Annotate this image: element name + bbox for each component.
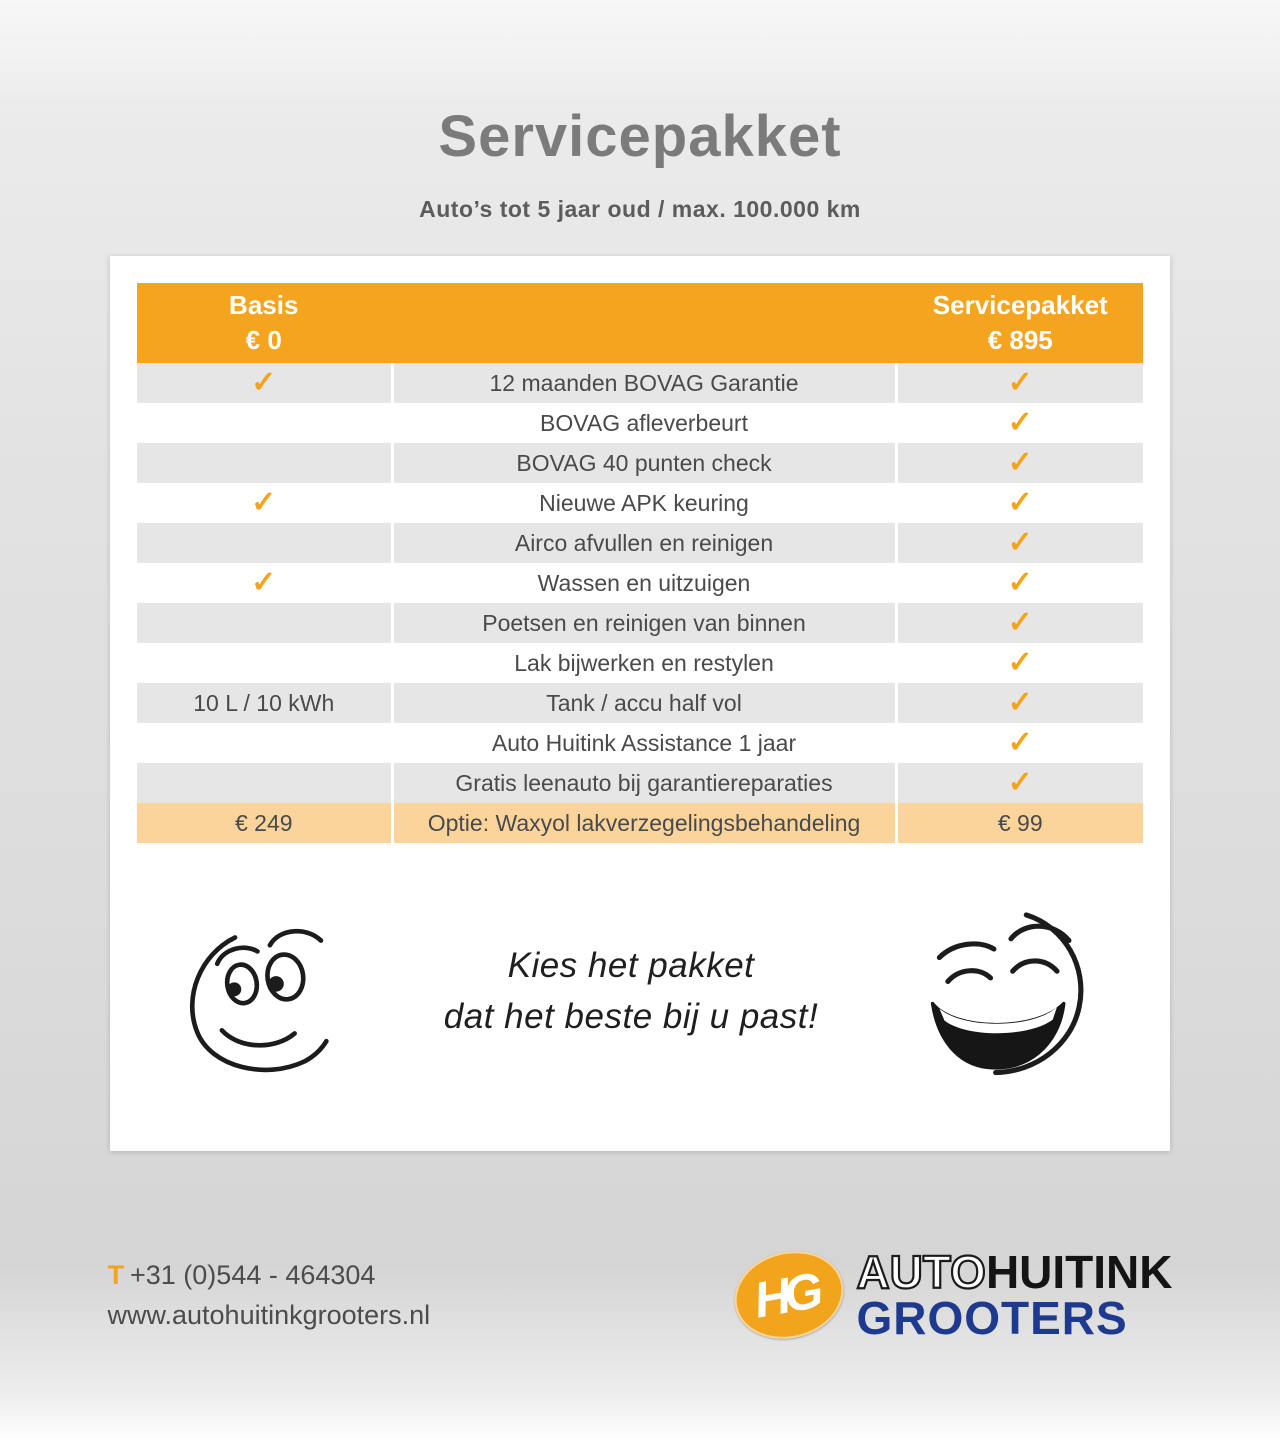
basis-cell — [137, 403, 391, 443]
feature-label: Airco afvullen en reinigen — [391, 523, 898, 563]
service-cell: ✓ — [1007, 566, 1033, 599]
logo-monogram: HG — [749, 1262, 822, 1329]
feature-label: Wassen en uitzuigen — [391, 563, 898, 603]
service-cell: ✓ — [1007, 606, 1033, 639]
tagline-line1: Kies het pakket — [507, 946, 755, 986]
logo-wordmark — [856, 1246, 1173, 1344]
tagline-line2: dat het beste bij u past! — [443, 997, 819, 1036]
table-row — [137, 683, 1143, 723]
table-row — [137, 443, 1143, 483]
basis-cell — [137, 603, 391, 643]
service-cell: € 99 — [997, 809, 1043, 836]
servicepakket-header — [898, 283, 1143, 363]
phone-line — [108, 1255, 431, 1296]
service-cell: ✓ — [1007, 726, 1033, 759]
tagline-text — [355, 941, 907, 1043]
service-cell: ✓ — [1007, 406, 1033, 439]
service-cell: ✓ — [1007, 366, 1033, 399]
service-cell: ✓ — [1007, 646, 1033, 679]
basis-cell — [137, 723, 391, 763]
table-header — [137, 283, 1143, 363]
page-subtitle: Auto’s tot 5 jaar oud / max. 100.000 km — [419, 196, 861, 222]
comparison-table-body — [137, 363, 1143, 843]
basis-cell: 10 L / 10 kWh — [193, 689, 335, 716]
laughing-face-right-icon — [907, 903, 1103, 1086]
logo-line1 — [856, 1246, 1173, 1298]
basis-cell: € 249 — [234, 809, 293, 836]
feature-label: Tank / accu half vol — [391, 683, 898, 723]
logo-monogram-badge — [726, 1240, 854, 1350]
table-row — [137, 563, 1143, 603]
page-title: Servicepakket — [438, 104, 842, 169]
tagline-section — [137, 843, 1143, 1141]
phone-number: +31 (0)544 - 464304 — [130, 1259, 376, 1290]
table-row — [137, 523, 1143, 563]
basis-cell: ✓ — [251, 366, 277, 399]
basis-cell: ✓ — [251, 566, 277, 599]
table-row — [137, 723, 1143, 763]
service-cell: ✓ — [1007, 686, 1033, 719]
service-cell: ✓ — [1007, 486, 1033, 519]
basis-cell — [137, 443, 391, 483]
feature-label: Lak bijwerken en restylen — [391, 643, 898, 683]
feature-label: Poetsen en reinigen van binnen — [391, 603, 898, 643]
feature-label: BOVAG afleverbeurt — [391, 403, 898, 443]
feature-label: 12 maanden BOVAG Garantie — [391, 363, 898, 403]
table-row — [137, 803, 1143, 843]
table-row — [137, 483, 1143, 523]
basis-cell — [137, 643, 391, 683]
basis-cell — [137, 523, 391, 563]
basis-header-price: € 0 — [245, 325, 282, 355]
company-logo — [734, 1246, 1173, 1344]
logo-huitink-text: HUITINK — [985, 1246, 1173, 1298]
basis-header-label: Basis — [229, 289, 299, 320]
basis-header — [137, 283, 391, 363]
footer — [107, 1246, 1173, 1344]
header-spacer — [391, 283, 898, 363]
servicepakket-header-price: € 895 — [987, 325, 1053, 355]
table-row — [137, 763, 1143, 803]
basis-cell: ✓ — [251, 486, 277, 519]
feature-label: Auto Huitink Assistance 1 jaar — [391, 723, 898, 763]
service-cell: ✓ — [1007, 446, 1033, 479]
logo-auto-text: AUTO — [856, 1246, 986, 1298]
feature-label: Optie: Waxyol lakverzegelingsbehandeling — [391, 803, 898, 843]
table-row — [137, 603, 1143, 643]
feature-label: Nieuwe APK keuring — [391, 483, 898, 523]
service-cell: ✓ — [1007, 526, 1033, 559]
table-row — [137, 363, 1143, 403]
table-row — [137, 643, 1143, 683]
happy-face-left-icon — [177, 922, 355, 1081]
servicepakket-header-label: Servicepakket — [932, 289, 1108, 320]
website-text: www.autohuitinkgrooters.nl — [107, 1300, 431, 1330]
feature-label: BOVAG 40 punten check — [391, 443, 898, 483]
basis-cell — [137, 763, 391, 803]
feature-label: Gratis leenauto bij garantiereparaties — [391, 763, 898, 803]
logo-grooters-text: GROOTERS — [856, 1292, 1128, 1344]
service-cell: ✓ — [1007, 766, 1033, 799]
table-row — [137, 403, 1143, 443]
contact-block — [108, 1255, 431, 1336]
phone-prefix: T — [107, 1259, 124, 1290]
comparison-card — [110, 256, 1170, 1151]
